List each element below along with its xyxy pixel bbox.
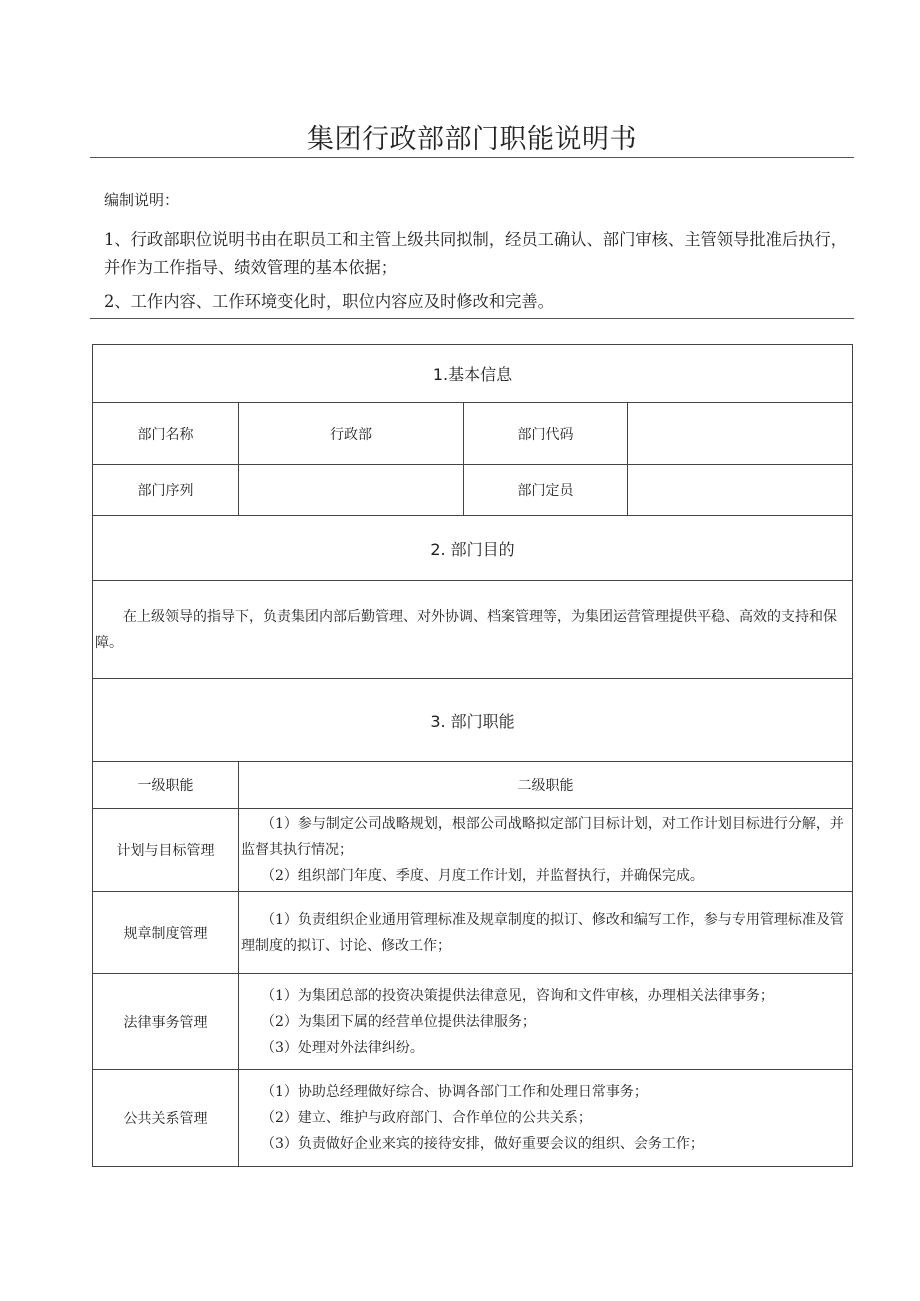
primary-function-header: 一级职能 xyxy=(93,762,239,809)
function-row xyxy=(93,892,853,974)
dept-name-value: 行政部 xyxy=(239,403,464,465)
secondary-functions xyxy=(239,892,853,974)
secondary-functions xyxy=(239,1070,853,1167)
primary-function: 规章制度管理 xyxy=(93,892,239,974)
section-basic-info-title: 1.基本信息 xyxy=(93,345,853,403)
dept-code-label: 部门代码 xyxy=(464,403,628,465)
compilation-notes xyxy=(104,186,856,322)
notes-heading: 编制说明： xyxy=(104,191,180,209)
primary-function: 法律事务管理 xyxy=(93,974,239,1070)
dept-sequence-value xyxy=(239,465,464,516)
dept-sequence-label: 部门序列 xyxy=(93,465,239,516)
purpose-text: 在上级领导的指导下，负责集团内部后勤管理、对外协调、档案管理等，为集团运营管理提供平稳、高效的支持和保障。 xyxy=(93,581,853,679)
dept-code-value xyxy=(628,403,853,465)
function-item: （2）组织部门年度、季度、月度工作计划，并监督执行，并确保完成。 xyxy=(261,868,704,884)
notes-divider xyxy=(90,318,854,319)
document-title: 集团行政部部门职能说明书 xyxy=(307,124,637,155)
function-item: （1）负责组织企业通用管理标准及规章制度的拟订、修改和编写工作，参与专用管理标准及管理制度的拟订、讨论、修改工作； xyxy=(241,911,844,954)
dept-name-label: 部门名称 xyxy=(93,403,239,465)
function-item: （1）协助总经理做好综合、协调各部门工作和处理日常事务； xyxy=(261,1084,648,1100)
function-item: （2）为集团下属的经营单位提供法律服务； xyxy=(261,1013,536,1030)
dept-headcount-label: 部门定员 xyxy=(464,465,628,516)
function-item: （1）为集团总部的投资决策提供法律意见，咨询和文件审核，办理相关法律事务； xyxy=(261,987,774,1004)
function-row xyxy=(93,974,853,1070)
title-underline xyxy=(90,157,854,158)
function-item: （3）负责做好企业来宾的接待安排，做好重要会议的组织、会务工作； xyxy=(261,1136,704,1152)
department-function-table xyxy=(92,344,853,1167)
secondary-functions xyxy=(239,974,853,1070)
secondary-functions xyxy=(239,809,853,892)
section-purpose-title: 2. 部门目的 xyxy=(93,516,853,581)
function-row xyxy=(93,809,853,892)
function-item: （2）建立、维护与政府部门、合作单位的公共关系； xyxy=(261,1110,592,1126)
function-item: （1）参与制定公司战略规划，根部公司战略拟定部门目标计划，对工作计划目标进行分解，并监督其执行情况； xyxy=(241,816,844,858)
note-item-1: 1、行政部职位说明书由在职员工和主管上级共同拟制，经员工确认、部门审核、主管领导批准后执行，并作为工作指导、绩效管理的基本依据； xyxy=(104,230,848,277)
primary-function: 公共关系管理 xyxy=(93,1070,239,1167)
dept-headcount-value xyxy=(628,465,853,516)
primary-function: 计划与目标管理 xyxy=(93,809,239,892)
section-functions-title: 3. 部门职能 xyxy=(93,679,853,762)
secondary-function-header: 二级职能 xyxy=(239,762,853,809)
note-item-2: 2、工作内容、工作环境变化时，职位内容应及时修改和完善。 xyxy=(104,292,554,311)
function-item: （3）处理对外法律纠纷。 xyxy=(261,1039,424,1056)
function-row xyxy=(93,1070,853,1167)
